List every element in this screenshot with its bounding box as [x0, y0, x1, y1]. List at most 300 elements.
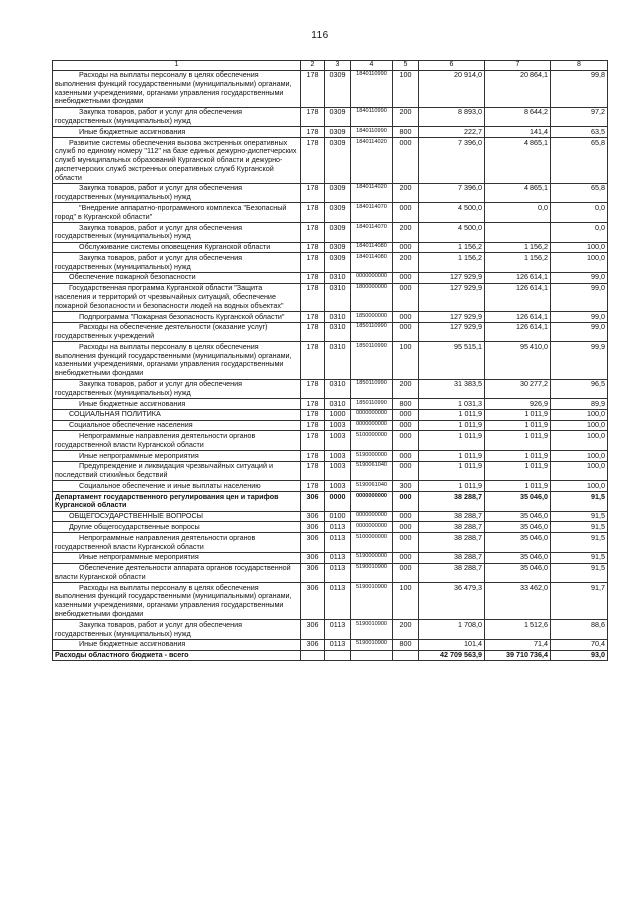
row-fact-cell: 1 156,2 — [485, 253, 551, 273]
row-kcsr-cell: 5190010900 — [351, 583, 393, 620]
row-kcsr-cell: 1840114020 — [351, 183, 393, 203]
table-row — [53, 420, 608, 431]
row-name-text: Обеспечение пожарной безопасности — [69, 272, 196, 282]
row-plan-cell: 1 011,9 — [419, 420, 485, 431]
row-rzpr-cell: 0310 — [325, 379, 351, 399]
row-rzpr-cell: 0113 — [325, 583, 351, 620]
row-pct-cell: 63,5 — [551, 127, 608, 138]
row-name-text: Закупка товаров, работ и услуг для обеспечения государственных (муниципальных) нужд — [55, 252, 243, 271]
row-ved-cell: 178 — [301, 342, 325, 379]
row-name-text: Обслуживание системы оповещения Курганской области — [79, 242, 271, 252]
row-pct-cell: 99,0 — [551, 312, 608, 323]
row-rzpr-cell: 1003 — [325, 481, 351, 492]
budget-table — [52, 60, 608, 661]
row-name-text: Закупка товаров, работ и услуг для обеспечения государственных (муниципальных) нужд — [55, 222, 243, 241]
table-header-row — [53, 61, 608, 71]
row-kcsr-cell: 1800000000 — [351, 283, 393, 311]
row-rzpr-cell: 0113 — [325, 533, 351, 553]
row-pct-cell: 91,5 — [551, 511, 608, 522]
header-cell: 2 — [301, 61, 325, 71]
row-plan-cell: 20 914,0 — [419, 70, 485, 107]
row-fact-cell: 35 046,0 — [485, 492, 551, 512]
row-name-text: Обеспечение деятельности аппарата органов государственной власти Курганской области — [55, 563, 291, 581]
row-pct-cell: 91,5 — [551, 563, 608, 583]
row-name-text: Иные непрограммные мероприятия — [79, 552, 199, 562]
row-vr-cell: 000 — [393, 272, 419, 283]
row-ved-cell: 178 — [301, 70, 325, 107]
row-name-text: Иные непрограммные мероприятия — [79, 450, 199, 460]
row-plan-cell: 127 929,9 — [419, 322, 485, 342]
row-kcsr-cell: 1840114080 — [351, 253, 393, 273]
row-fact-cell: 0,0 — [485, 203, 551, 223]
row-pct-cell: 100,0 — [551, 431, 608, 451]
row-name-cell — [53, 511, 301, 522]
row-pct-cell: 100,0 — [551, 242, 608, 253]
row-rzpr-cell: 0310 — [325, 322, 351, 342]
table-row — [53, 242, 608, 253]
row-ved-cell: 306 — [301, 522, 325, 533]
row-plan-cell: 38 288,7 — [419, 563, 485, 583]
row-name-text: Расходы на выплаты персоналу в целях обеспечения выполнения функций государственными (муниципальными) органами, казенными учреждениями, органами управления государственными внебюджетными фондами — [55, 582, 292, 618]
row-name-cell — [53, 409, 301, 420]
row-ved-cell: 178 — [301, 451, 325, 462]
row-pct-cell: 99,8 — [551, 70, 608, 107]
row-plan-cell: 8 893,0 — [419, 107, 485, 127]
row-fact-cell: 39 710 736,4 — [485, 650, 551, 661]
row-pct-cell: 91,5 — [551, 552, 608, 563]
table-row — [53, 312, 608, 323]
row-pct-cell: 99,0 — [551, 283, 608, 311]
row-ved-cell: 178 — [301, 107, 325, 127]
row-name-text: Расходы на выплаты персоналу в целях обеспечения выполнения функций государственными (муниципальными) органами, казенными учреждениями, органами управления государственными внебюджетными фондами — [55, 341, 292, 378]
table-row — [53, 639, 608, 650]
row-kcsr-cell: 1840114080 — [351, 242, 393, 253]
row-fact-cell: 95 410,0 — [485, 342, 551, 379]
row-fact-cell: 4 865,1 — [485, 138, 551, 184]
row-name-text: Предупреждение и ликвидация чрезвычайных ситуаций и последствий стихийных бедствий — [55, 461, 273, 480]
row-rzpr-cell: 0309 — [325, 138, 351, 184]
row-name-cell — [53, 107, 301, 127]
row-name-cell — [53, 563, 301, 583]
row-fact-cell: 35 046,0 — [485, 522, 551, 533]
row-plan-cell: 222,7 — [419, 127, 485, 138]
row-vr-cell: 200 — [393, 620, 419, 640]
row-vr-cell: 000 — [393, 451, 419, 462]
row-rzpr-cell: 0113 — [325, 552, 351, 563]
row-vr-cell: 000 — [393, 138, 419, 184]
row-vr-cell: 100 — [393, 70, 419, 107]
row-vr-cell: 000 — [393, 511, 419, 522]
row-pct-cell: 91,7 — [551, 583, 608, 620]
row-kcsr-cell: 1850110990 — [351, 322, 393, 342]
row-plan-cell: 1 011,9 — [419, 431, 485, 451]
row-kcsr-cell: 5190010900 — [351, 620, 393, 640]
row-ved-cell: 306 — [301, 552, 325, 563]
row-rzpr-cell: 0000 — [325, 492, 351, 512]
row-vr-cell: 200 — [393, 379, 419, 399]
row-pct-cell: 0,0 — [551, 223, 608, 243]
row-fact-cell: 20 864,1 — [485, 70, 551, 107]
table-row — [53, 203, 608, 223]
row-pct-cell: 99,0 — [551, 272, 608, 283]
table-row — [53, 70, 608, 107]
row-plan-cell: 31 383,5 — [419, 379, 485, 399]
row-vr-cell: 200 — [393, 107, 419, 127]
row-fact-cell: 33 462,0 — [485, 583, 551, 620]
row-rzpr-cell: 0113 — [325, 639, 351, 650]
row-name-text: Расходы областного бюджета - всего — [55, 650, 189, 660]
row-pct-cell: 65,8 — [551, 138, 608, 184]
row-name-cell — [53, 481, 301, 492]
table-row — [53, 342, 608, 379]
row-vr-cell: 000 — [393, 322, 419, 342]
row-ved-cell: 306 — [301, 533, 325, 553]
row-fact-cell: 1 512,6 — [485, 620, 551, 640]
row-kcsr-cell: 5100000000 — [351, 533, 393, 553]
row-plan-cell: 38 288,7 — [419, 522, 485, 533]
row-plan-cell: 7 396,0 — [419, 183, 485, 203]
row-ved-cell: 178 — [301, 283, 325, 311]
row-pct-cell: 65,8 — [551, 183, 608, 203]
row-kcsr-cell: 0000000000 — [351, 522, 393, 533]
table-row — [53, 322, 608, 342]
row-pct-cell: 100,0 — [551, 409, 608, 420]
row-plan-cell: 1 031,3 — [419, 399, 485, 410]
row-ved-cell: 178 — [301, 253, 325, 273]
row-fact-cell: 35 046,0 — [485, 552, 551, 563]
row-ved-cell: 178 — [301, 223, 325, 243]
row-fact-cell: 1 156,2 — [485, 242, 551, 253]
row-rzpr-cell: 1003 — [325, 461, 351, 481]
table-row — [53, 409, 608, 420]
row-plan-cell: 36 479,3 — [419, 583, 485, 620]
row-ved-cell: 306 — [301, 511, 325, 522]
row-kcsr-cell: 0000000000 — [351, 511, 393, 522]
row-pct-cell: 91,5 — [551, 522, 608, 533]
row-vr-cell: 000 — [393, 563, 419, 583]
row-plan-cell: 127 929,9 — [419, 272, 485, 283]
table-row — [53, 127, 608, 138]
row-rzpr-cell: 0113 — [325, 563, 351, 583]
row-rzpr-cell: 0113 — [325, 620, 351, 640]
row-kcsr-cell: 5190061040 — [351, 461, 393, 481]
table-row — [53, 583, 608, 620]
row-plan-cell: 1 011,9 — [419, 481, 485, 492]
row-kcsr-cell — [351, 650, 393, 661]
row-name-cell — [53, 451, 301, 462]
row-rzpr-cell: 0310 — [325, 342, 351, 379]
table-row — [53, 552, 608, 563]
row-vr-cell: 100 — [393, 342, 419, 379]
row-fact-cell: 1 011,9 — [485, 451, 551, 462]
row-kcsr-cell: 1840110990 — [351, 107, 393, 127]
row-name-cell — [53, 342, 301, 379]
table-row — [53, 283, 608, 311]
row-ved-cell: 178 — [301, 431, 325, 451]
row-rzpr-cell: 0113 — [325, 522, 351, 533]
row-vr-cell: 200 — [393, 253, 419, 273]
row-pct-cell: 99,0 — [551, 322, 608, 342]
row-rzpr-cell: 0309 — [325, 127, 351, 138]
row-plan-cell: 1 011,9 — [419, 409, 485, 420]
row-name-cell — [53, 431, 301, 451]
row-plan-cell: 42 709 563,9 — [419, 650, 485, 661]
row-name-text: Расходы на выплаты персоналу в целях обеспечения выполнения функций государственными (муниципальными) органами, казенными учреждениями, органами управления государственными внебюджетными фондами — [55, 70, 292, 106]
row-name-cell — [53, 620, 301, 640]
row-kcsr-cell: 0000000000 — [351, 409, 393, 420]
row-rzpr-cell: 0100 — [325, 511, 351, 522]
row-kcsr-cell: 1850110990 — [351, 399, 393, 410]
row-name-cell — [53, 533, 301, 553]
row-pct-cell: 0,0 — [551, 203, 608, 223]
row-pct-cell: 88,6 — [551, 620, 608, 640]
row-fact-cell: 35 046,0 — [485, 533, 551, 553]
budget-table-body — [53, 61, 608, 661]
row-kcsr-cell: 1850110990 — [351, 379, 393, 399]
row-ved-cell: 178 — [301, 127, 325, 138]
table-row — [53, 481, 608, 492]
row-name-text: Закупка товаров, работ и услуг для обеспечения государственных (муниципальных) нужд — [55, 183, 243, 202]
row-name-cell — [53, 552, 301, 563]
row-vr-cell: 000 — [393, 203, 419, 223]
row-ved-cell: 178 — [301, 272, 325, 283]
row-name-text: СОЦИАЛЬНАЯ ПОЛИТИКА — [69, 409, 161, 419]
header-cell: 3 — [325, 61, 351, 71]
row-name-cell — [53, 639, 301, 650]
table-row — [53, 451, 608, 462]
row-name-text: Социальное обеспечение и иные выплаты населению — [79, 480, 261, 490]
row-vr-cell: 800 — [393, 399, 419, 410]
row-rzpr-cell: 0310 — [325, 272, 351, 283]
row-vr-cell: 000 — [393, 312, 419, 323]
row-fact-cell: 4 865,1 — [485, 183, 551, 203]
row-name-cell — [53, 399, 301, 410]
row-name-cell — [53, 461, 301, 481]
row-vr-cell: 800 — [393, 639, 419, 650]
table-row — [53, 107, 608, 127]
row-plan-cell: 4 500,0 — [419, 223, 485, 243]
row-vr-cell: 300 — [393, 481, 419, 492]
table-row — [53, 511, 608, 522]
row-pct-cell: 91,5 — [551, 533, 608, 553]
row-rzpr-cell: 1003 — [325, 420, 351, 431]
row-plan-cell: 38 288,7 — [419, 492, 485, 512]
row-rzpr-cell: 0310 — [325, 399, 351, 410]
row-name-cell — [53, 522, 301, 533]
row-name-text: Расходы на обеспечение деятельности (оказание услуг) государственных учреждений — [55, 322, 268, 341]
row-name-cell — [53, 138, 301, 184]
row-pct-cell: 93,0 — [551, 650, 608, 661]
row-name-cell — [53, 203, 301, 223]
row-vr-cell — [393, 650, 419, 661]
row-name-cell — [53, 583, 301, 620]
row-name-cell — [53, 312, 301, 323]
row-vr-cell: 000 — [393, 409, 419, 420]
row-rzpr-cell: 0309 — [325, 223, 351, 243]
row-fact-cell: 35 046,0 — [485, 563, 551, 583]
row-plan-cell: 1 156,2 — [419, 253, 485, 273]
table-row — [53, 183, 608, 203]
row-rzpr-cell: 0309 — [325, 253, 351, 273]
row-fact-cell: 126 614,1 — [485, 312, 551, 323]
row-ved-cell: 178 — [301, 379, 325, 399]
row-fact-cell: 1 011,9 — [485, 431, 551, 451]
row-ved-cell: 306 — [301, 620, 325, 640]
table-row — [53, 620, 608, 640]
row-vr-cell: 100 — [393, 583, 419, 620]
row-vr-cell: 800 — [393, 127, 419, 138]
row-name-text: Иные бюджетные ассигнования — [79, 126, 186, 136]
row-name-text: Непрограммные направления деятельности органов государственной власти Курганской области — [55, 532, 256, 551]
row-plan-cell: 101,4 — [419, 639, 485, 650]
row-kcsr-cell: 5190010900 — [351, 639, 393, 650]
row-fact-cell: 1 011,9 — [485, 420, 551, 431]
row-name-text: Иные бюджетные ассигнования — [79, 398, 186, 408]
page-number: 116 — [311, 30, 329, 41]
row-kcsr-cell: 1840110990 — [351, 70, 393, 107]
row-kcsr-cell: 5190000000 — [351, 451, 393, 462]
row-ved-cell: 178 — [301, 183, 325, 203]
row-pct-cell: 100,0 — [551, 461, 608, 481]
row-fact-cell: 141,4 — [485, 127, 551, 138]
row-pct-cell: 70,4 — [551, 639, 608, 650]
row-name-text: Подпрограмма "Пожарная безопасность Курганской области" — [79, 311, 285, 321]
row-ved-cell: 178 — [301, 461, 325, 481]
row-plan-cell: 1 011,9 — [419, 451, 485, 462]
row-kcsr-cell: 0000000000 — [351, 492, 393, 512]
header-cell: 7 — [485, 61, 551, 71]
row-fact-cell: 126 614,1 — [485, 283, 551, 311]
row-name-text: Закупка товаров, работ и услуг для обеспечения государственных (муниципальных) нужд — [55, 107, 243, 125]
row-name-text: Государственная программа Курганской области "Защита населения и территорий от чрезвычайных ситуаций, обеспечение пожарной безопасности и безопасности людей на водных объектах" — [55, 283, 284, 310]
row-kcsr-cell: 5100000000 — [351, 431, 393, 451]
row-ved-cell: 178 — [301, 481, 325, 492]
header-cell: 8 — [551, 61, 608, 71]
header-cell: 4 — [351, 61, 393, 71]
row-ved-cell: 178 — [301, 322, 325, 342]
row-name-cell — [53, 272, 301, 283]
row-vr-cell: 000 — [393, 431, 419, 451]
table-row — [53, 253, 608, 273]
row-plan-cell: 127 929,9 — [419, 283, 485, 311]
row-kcsr-cell: 1850000000 — [351, 312, 393, 323]
row-pct-cell: 99,9 — [551, 342, 608, 379]
row-name-text: Закупка товаров, работ и услуг для обеспечения государственных (муниципальных) нужд — [55, 619, 243, 638]
table-row — [53, 461, 608, 481]
row-plan-cell: 4 500,0 — [419, 203, 485, 223]
row-name-text: ОБЩЕГОСУДАРСТВЕННЫЕ ВОПРОСЫ — [69, 511, 204, 521]
row-rzpr-cell: 0309 — [325, 183, 351, 203]
row-ved-cell: 178 — [301, 312, 325, 323]
table-row — [53, 379, 608, 399]
table-row — [53, 522, 608, 533]
row-pct-cell: 96,5 — [551, 379, 608, 399]
row-name-cell — [53, 242, 301, 253]
row-fact-cell: 1 011,9 — [485, 461, 551, 481]
row-fact-cell: 126 614,1 — [485, 272, 551, 283]
row-rzpr-cell: 0309 — [325, 107, 351, 127]
row-fact-cell: 1 011,9 — [485, 481, 551, 492]
table-row — [53, 650, 608, 661]
row-plan-cell: 38 288,7 — [419, 552, 485, 563]
row-name-text: "Внедрение аппаратно-программного комплекса "Безопасный город" в Курганской области" — [55, 202, 287, 221]
table-row — [53, 533, 608, 553]
row-ved-cell: 178 — [301, 420, 325, 431]
row-ved-cell: 306 — [301, 639, 325, 650]
row-fact-cell — [485, 223, 551, 243]
row-name-cell — [53, 70, 301, 107]
row-plan-cell: 1 708,0 — [419, 620, 485, 640]
table-row — [53, 399, 608, 410]
row-plan-cell: 1 156,2 — [419, 242, 485, 253]
table-row — [53, 431, 608, 451]
row-vr-cell: 000 — [393, 461, 419, 481]
row-rzpr-cell: 1003 — [325, 451, 351, 462]
row-vr-cell: 000 — [393, 533, 419, 553]
row-kcsr-cell: 0000000000 — [351, 272, 393, 283]
row-plan-cell: 95 515,1 — [419, 342, 485, 379]
row-vr-cell: 000 — [393, 522, 419, 533]
table-row — [53, 138, 608, 184]
row-vr-cell: 200 — [393, 223, 419, 243]
row-kcsr-cell: 5190000000 — [351, 552, 393, 563]
header-cell: 6 — [419, 61, 485, 71]
row-pct-cell: 100,0 — [551, 253, 608, 273]
row-kcsr-cell: 1850110990 — [351, 342, 393, 379]
row-vr-cell: 000 — [393, 242, 419, 253]
row-fact-cell: 926,9 — [485, 399, 551, 410]
row-name-text: Закупка товаров, работ и услуг для обеспечения государственных (муниципальных) нужд — [55, 379, 243, 397]
row-plan-cell: 7 396,0 — [419, 138, 485, 184]
row-vr-cell: 200 — [393, 183, 419, 203]
row-ved-cell — [301, 650, 325, 661]
row-plan-cell: 38 288,7 — [419, 533, 485, 553]
row-name-text: Социальное обеспечение населения — [69, 420, 193, 430]
row-name-cell — [53, 420, 301, 431]
row-vr-cell: 000 — [393, 492, 419, 512]
row-name-text: Непрограммные направления деятельности органов государственной власти Курганской области — [55, 430, 256, 449]
row-pct-cell: 100,0 — [551, 481, 608, 492]
row-name-text: Другие общегосударственные вопросы — [69, 521, 200, 531]
row-pct-cell: 97,2 — [551, 107, 608, 127]
row-rzpr-cell: 0309 — [325, 242, 351, 253]
row-name-cell — [53, 379, 301, 399]
row-ved-cell: 178 — [301, 399, 325, 410]
row-name-text: Развитие системы обеспечения вызова экстренных оперативных служб по единому номеру "112" на базе единых дежурно-диспетчерских служб муниципальных образований Курганской области и дежурно-диспетчерских служб экстренных оперативных служб Курганской области — [55, 137, 297, 182]
row-ved-cell: 306 — [301, 583, 325, 620]
row-name-text: Департамент государственного регулирования цен и тарифов Курганской области — [55, 491, 279, 510]
header-cell: 1 — [53, 61, 301, 71]
row-name-cell — [53, 253, 301, 273]
row-vr-cell: 000 — [393, 283, 419, 311]
row-name-cell — [53, 183, 301, 203]
row-ved-cell: 306 — [301, 492, 325, 512]
row-rzpr-cell: 0309 — [325, 70, 351, 107]
row-kcsr-cell: 1840114070 — [351, 223, 393, 243]
row-name-cell — [53, 223, 301, 243]
row-fact-cell: 8 644,2 — [485, 107, 551, 127]
row-pct-cell: 100,0 — [551, 420, 608, 431]
row-kcsr-cell: 5190010900 — [351, 563, 393, 583]
row-ved-cell: 178 — [301, 203, 325, 223]
table-row — [53, 563, 608, 583]
row-vr-cell: 000 — [393, 420, 419, 431]
row-rzpr-cell: 0310 — [325, 283, 351, 311]
row-fact-cell: 126 614,1 — [485, 322, 551, 342]
table-row — [53, 223, 608, 243]
row-pct-cell: 91,5 — [551, 492, 608, 512]
row-name-cell — [53, 322, 301, 342]
